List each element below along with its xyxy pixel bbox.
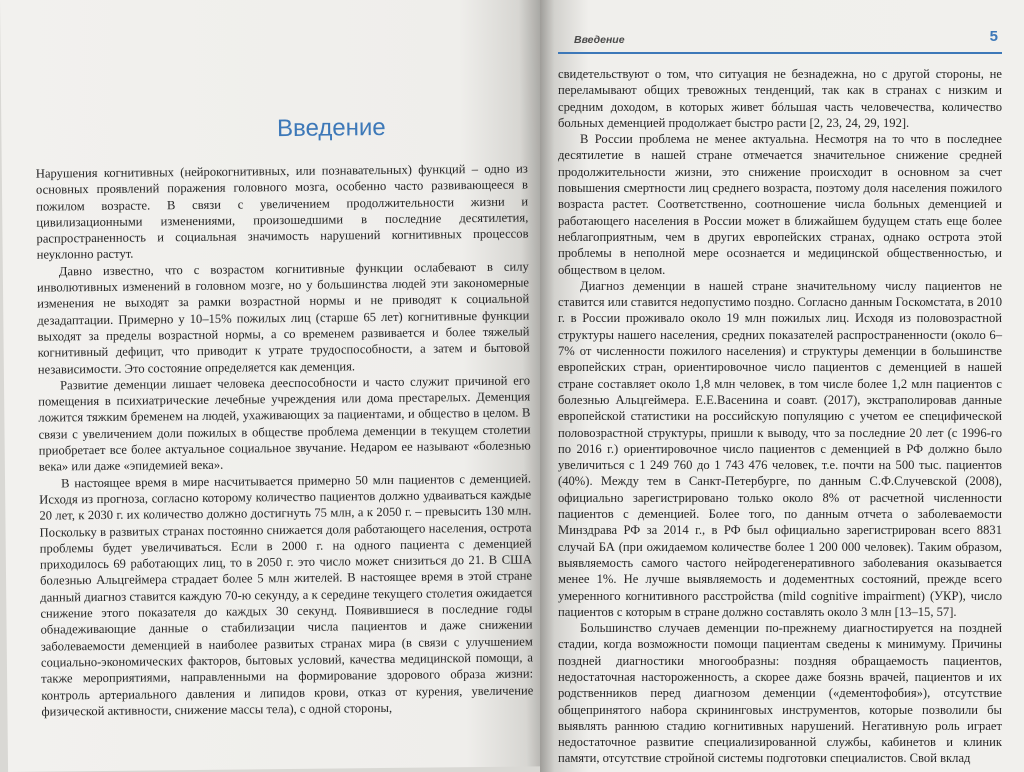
- left-paragraph-1: Нарушения когнитивных (нейрокогнитивных, или познавательных) функций – одно из основных проявлений поражения головного мозга, особенно часто развивающееся в пожилом возрасте. В связи с увеличением продолжительности жизни и цивилизационными изменениями, произошедшими в последние десятилетия, распространенность и социальная значимость нарушений когнитивных процессов неуклонно растут.: [35, 161, 529, 263]
- running-header: [558, 0, 1002, 54]
- page-number: 5: [989, 28, 998, 45]
- right-page-body: [558, 66, 1002, 767]
- running-head-section: Введение: [574, 34, 625, 46]
- right-page: [540, 0, 1024, 772]
- chapter-title: Введение: [276, 113, 386, 143]
- right-paragraph-2: В России проблема не менее актуальна. Несмотря на то что в последнее десятилетие в нашей стране отмечается значительное снижение средней продолжительности жизни, это снижение происходит в основном за счет повышения смертности лиц среднего возраста, поэтому доля населения пожилого возраста растет. Соответственно, соотношение числа больных деменцией и работающего населения в России может в ближайшем будущем стать еще более неблагоприятным, чем в других европейских странах, однако острота этой проблемы в неполной мере осознается и медицинской общественностью, и обществом в целом.: [558, 132, 1002, 277]
- left-paragraph-3: Развитие деменции лишает человека дееспособности и часто служит причиной его помещения в психиатрические лечебные учреждения или дома престарелых. Деменция ложится тяжким бременем на людей, ухаживающих за пациентами, и общество в целом. В связи с увеличением доли пожилых в обществе проблема деменции в текущем столетии приобретает все более актуальное социальное звучание. Недаром ее называют «болезнью века» или даже «эпидемией века».: [38, 373, 531, 474]
- right-paragraph-3: Диагноз деменции в нашей стране значительному числу пациентов не ставится или ставится недопустимо поздно. Согласно данным Госкомстата, в 2010 г. в России проживало около 19 млн пожилых лиц. Исходя из половозрастной структуры нашего населения, средних показателей распространенности (около 6–7% от численности пожилого населения) и структуры деменции в большинстве европейских стран, ориентировочное число пациентов с деменцией в нашей стране составляет около 1,8 млн человек, в том числе более 1,2 млн пациентов с болезнью Альцгеймера. Е.Е.Васенина и соавт. (2017), экстраполировав данные европейской статистики на российскую популяцию с учетом ее специфической половозрастной структуры, пришли к выводу, что за последние 20 лет (с 1996-го по 2016 г.) ориентировочное число пациентов с деменцией в РФ должно было увеличиться с 1 249 760 до 1 743 476 человек, т.е. почти на 500 тыс. пациентов (40%). Между тем в Санкт-Петербурге, по данным С.Ф.Случевской (2008), официально зарегистрировано только около 8% от расчетной численности пациентов с деменцией. Более того, по данным отчета о заболеваемости Минздрава РФ за 2014 г., в РФ был официально зарегистрирован всего 8831 случай БА (при ожидаемом количестве более 1 200 000 человек). Таким образом, выявляемость самого частого нейродегенеративного заболевания оказывается менее 1%. Не лучше выявляемость и додементных состояний, прежде всего умеренного когнитивного расстройства (mild cognitive impairment) (УКР), число пациентов с которым в стране должно составлять около 3 млн [13–15, 57].: [558, 278, 1002, 619]
- right-paragraph-4: Большинство случаев деменции по-прежнему диагностируется на поздней стадии, когда возможности помощи пациентам сведены к минимуму. Причины поздней диагностики многообразны: поздняя обращаемость пациентов, недостаточная настороженность, а скорее даже боязнь врачей, пациентов и их родственников перед диагнозом деменции («дементофобия»), отсутствие общепринятого набора скрининговых инструментов, которые позволили бы выявлять раннюю стадию когнитивных нарушений. Негативную роль играет недостаточное развитие специализированной службы, кабинетов и клиник памяти, отсутствие стройной системы подготовки специалистов. Свой вклад: [558, 621, 1002, 766]
- right-paragraph-1: свидетельствуют о том, что ситуация не безнадежна, но с другой стороны, не переламывают общих тревожных тенденций, так как в странах с низким и средним доходом, в которых живет бóльшая часть человечества, количество больных деменцией продолжает быстро расти [2, 23, 24, 29, 192].: [558, 67, 1002, 130]
- left-paragraph-2: Давно известно, что с возрастом когнитивные функции ослабевают в силу инволютивных изменений в головном мозге, но у большинства людей эти закономерные изменения не выходят за рамки возрастной нормы и не приводят к социальной дезадаптации. Примерно у 10–15% пожилых лиц (старше 65 лет) когнитивные функции выходят за пределы возрастной нормы, а со временем развивается и более тяжелый когнитивный дефицит, что приводит к утрате трудоспособности, а затем и бытовой независимости. Это состояние определяется как деменция.: [36, 259, 530, 377]
- left-paragraph-4: В настоящее время в мире насчитывается примерно 50 млн пациентов с деменцией. Исходя из прогноза, согласно которому количество пациентов должно удваиваться каждые 20 лет, к 2030 г. их количество должно достигнуть 75 млн, а к 2050 г. – превысить 130 млн. Поскольку в развитых странах постоянно снижается доля работающего населения, острота проблемы будет увеличиваться. Если в 2000 г. на одного пациента с деменцией приходилось 69 работающих лиц, то в 2050 г. это число может снизиться до 21. В США болезнью Альцгеймера страдает более 5 млн жителей. В настоящее время в этой стране данный диагноз ставится каждую 70-ю секунду, а к середине текущего столетия ожидается снижение этого показателя до каждых 30 секунд. Появившиеся в последние годы обнадеживающие данные о стабилизации числа пациентов и даже снижении заболеваемости деменцией в наиболее развитых странах мира (в связи с улучшением социально-экономических факторов, бытовых условий, качества медицинской помощи, а также мероприятиями, направленными на формирование здорового образа жизни: контроль артериального давления и липидов крови, отказ от курения, увеличение физической активности, снижение массы тела), с одной стороны,: [39, 471, 534, 719]
